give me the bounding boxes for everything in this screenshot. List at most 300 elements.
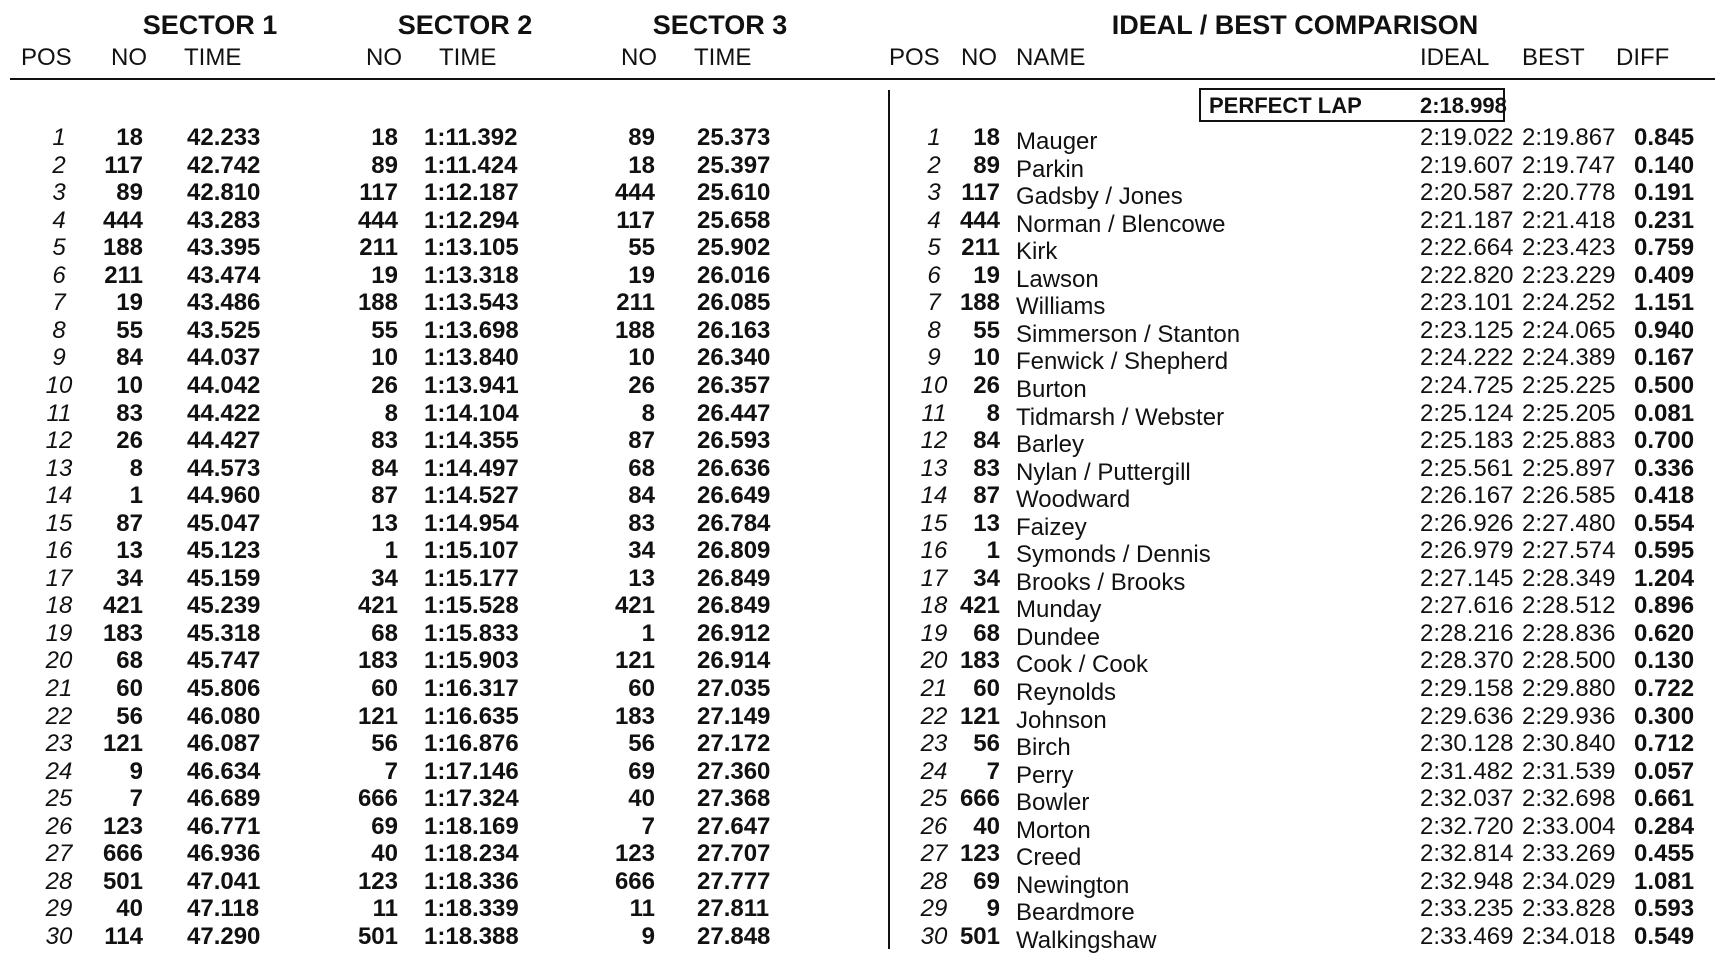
cmp-ideal-time: 2:29.636 bbox=[1420, 702, 1514, 730]
cmp-driver-name: Fenwick / Shepherd bbox=[1016, 348, 1229, 376]
cmp-best-time: 2:31.539 bbox=[1522, 757, 1616, 785]
s2-time: 1:18.336 bbox=[424, 867, 519, 895]
s1-time: 45.747 bbox=[187, 647, 261, 675]
cmp-ideal-time: 2:24.725 bbox=[1420, 371, 1514, 399]
cmp-car-number: 84 bbox=[973, 427, 1000, 455]
s2-time: 1:17.324 bbox=[424, 785, 519, 813]
cmp-car-number: 10 bbox=[973, 344, 1000, 372]
s2-time: 1:14.954 bbox=[424, 509, 519, 537]
s1-time: 44.037 bbox=[187, 344, 261, 372]
s3-car-number: 18 bbox=[628, 151, 655, 179]
cmp-diff: 0.167 bbox=[1634, 344, 1695, 372]
table-row bbox=[0, 895, 1717, 927]
cmp-car-number: 40 bbox=[973, 812, 1000, 840]
s1-pos: 8 bbox=[52, 316, 66, 344]
header-rule bbox=[10, 78, 1715, 80]
table-row bbox=[0, 619, 1717, 651]
cmp-diff: 0.661 bbox=[1634, 785, 1695, 813]
s1-pos: 23 bbox=[45, 730, 73, 758]
s3-car-number: 10 bbox=[628, 344, 655, 372]
cmp-diff: 1.204 bbox=[1634, 564, 1695, 592]
table-row bbox=[0, 592, 1717, 624]
s3-time-header: TIME bbox=[694, 44, 752, 71]
s1-car-number: 26 bbox=[116, 427, 143, 455]
cmp-best-time: 2:24.065 bbox=[1522, 316, 1616, 344]
cmp-diff: 0.595 bbox=[1634, 537, 1695, 565]
cmp-no-header: NO bbox=[961, 44, 997, 71]
table-row bbox=[0, 371, 1717, 403]
s1-pos-header: POS bbox=[21, 44, 72, 71]
cmp-diff: 0.284 bbox=[1634, 812, 1695, 840]
cmp-diff: 0.845 bbox=[1634, 124, 1695, 151]
cmp-diff: 0.549 bbox=[1634, 922, 1695, 950]
cmp-driver-name: Munday bbox=[1016, 596, 1102, 624]
table-row bbox=[0, 399, 1717, 431]
s1-car-number: 89 bbox=[116, 179, 143, 207]
cmp-best-header: BEST bbox=[1522, 44, 1585, 71]
cmp-driver-name: Reynolds bbox=[1016, 679, 1117, 706]
s1-car-number: 55 bbox=[116, 316, 143, 344]
s1-time: 46.080 bbox=[187, 702, 261, 730]
s1-time: 47.041 bbox=[187, 867, 261, 895]
s3-car-number: 117 bbox=[616, 206, 655, 234]
s3-car-number: 9 bbox=[641, 922, 655, 950]
s3-car-number: 211 bbox=[616, 289, 655, 317]
cmp-diff: 0.593 bbox=[1634, 895, 1695, 923]
cmp-driver-name: Cook / Cook bbox=[1016, 651, 1149, 679]
s1-pos: 13 bbox=[45, 454, 73, 482]
cmp-diff: 0.418 bbox=[1634, 482, 1695, 510]
cmp-car-number: 87 bbox=[973, 482, 1000, 510]
s1-car-number: 211 bbox=[104, 261, 143, 289]
cmp-pos: 27 bbox=[920, 840, 948, 868]
s1-time: 44.960 bbox=[187, 482, 261, 510]
cmp-pos: 18 bbox=[920, 592, 948, 620]
s1-time: 45.123 bbox=[187, 537, 261, 565]
perfect-lap-value: 2:18.998 bbox=[1420, 93, 1507, 118]
cmp-best-time: 2:25.897 bbox=[1522, 454, 1616, 482]
cmp-car-number: 666 bbox=[959, 785, 1000, 813]
s1-pos: 17 bbox=[45, 564, 73, 592]
s1-pos: 9 bbox=[52, 344, 66, 372]
cmp-ideal-time: 2:25.183 bbox=[1420, 427, 1514, 455]
s2-car-number: 69 bbox=[371, 812, 398, 840]
cmp-car-number: 117 bbox=[961, 179, 1000, 207]
table-row bbox=[0, 206, 1717, 238]
cmp-driver-name: Mauger bbox=[1016, 128, 1098, 155]
cmp-driver-name: Faizey bbox=[1016, 513, 1087, 541]
cmp-best-time: 2:24.389 bbox=[1522, 344, 1616, 372]
cmp-diff: 0.722 bbox=[1634, 675, 1695, 702]
cmp-ideal-time: 2:19.022 bbox=[1420, 124, 1514, 151]
cmp-best-time: 2:19.867 bbox=[1522, 124, 1616, 151]
s2-car-number: 83 bbox=[371, 427, 398, 455]
table-row bbox=[0, 261, 1717, 293]
cmp-driver-name: Parkin bbox=[1016, 155, 1085, 183]
cmp-driver-name: Dundee bbox=[1016, 623, 1101, 651]
s3-time: 27.035 bbox=[697, 675, 771, 702]
s1-pos: 18 bbox=[45, 592, 73, 620]
cmp-ideal-time: 2:33.469 bbox=[1420, 922, 1514, 950]
s3-no-header: NO bbox=[621, 44, 657, 71]
s2-time: 1:15.903 bbox=[424, 647, 519, 675]
table-row bbox=[0, 867, 1717, 899]
cmp-ideal-time: 2:23.125 bbox=[1420, 316, 1514, 344]
cmp-best-time: 2:25.883 bbox=[1522, 427, 1616, 455]
s2-time: 1:12.187 bbox=[424, 179, 519, 207]
s1-car-number: 87 bbox=[116, 509, 143, 537]
s2-time: 1:13.698 bbox=[424, 316, 519, 344]
cmp-driver-name: Symonds / Dennis bbox=[1016, 541, 1211, 569]
s1-pos: 20 bbox=[45, 647, 73, 675]
s2-time: 1:15.833 bbox=[424, 619, 519, 647]
s1-time: 46.634 bbox=[187, 757, 261, 785]
sector1-title: SECTOR 1 bbox=[142, 10, 278, 40]
s2-car-number: 183 bbox=[357, 647, 398, 675]
s3-car-number: 444 bbox=[614, 179, 655, 207]
cmp-driver-name: Morton bbox=[1016, 816, 1091, 844]
s1-pos: 2 bbox=[52, 151, 66, 179]
cmp-best-time: 2:30.840 bbox=[1522, 730, 1616, 758]
s3-time: 27.848 bbox=[697, 922, 771, 950]
cmp-ideal-time: 2:28.216 bbox=[1420, 619, 1514, 647]
s1-pos: 16 bbox=[45, 537, 73, 565]
s2-time: 1:13.543 bbox=[424, 289, 519, 317]
s1-pos: 21 bbox=[45, 675, 73, 702]
cmp-ideal-time: 2:27.145 bbox=[1420, 564, 1514, 592]
s2-car-number: 68 bbox=[371, 619, 398, 647]
cmp-car-number: 501 bbox=[959, 922, 1000, 950]
cmp-ideal-time: 2:25.124 bbox=[1420, 399, 1514, 427]
cmp-pos: 14 bbox=[920, 482, 948, 510]
s1-pos: 30 bbox=[45, 922, 73, 950]
s1-pos: 12 bbox=[45, 427, 73, 455]
s1-pos: 19 bbox=[45, 619, 73, 647]
cmp-driver-name: Gadsby / Jones bbox=[1016, 183, 1183, 211]
s1-time: 45.159 bbox=[187, 564, 261, 592]
s3-car-number: 188 bbox=[614, 316, 655, 344]
s1-time: 43.486 bbox=[187, 289, 261, 317]
cmp-driver-name: Lawson bbox=[1016, 265, 1099, 293]
s1-car-number: 56 bbox=[116, 702, 143, 730]
cmp-ideal-time: 2:26.926 bbox=[1420, 509, 1514, 537]
perfect-lap-box bbox=[1199, 88, 1505, 122]
cmp-car-number: 55 bbox=[973, 316, 1000, 344]
cmp-driver-name: Creed bbox=[1016, 844, 1082, 872]
s1-time: 46.689 bbox=[187, 785, 261, 813]
cmp-diff: 1.081 bbox=[1634, 867, 1695, 895]
cmp-pos: 15 bbox=[920, 509, 948, 537]
cmp-diff: 0.231 bbox=[1634, 206, 1695, 234]
cmp-ideal-time: 2:21.187 bbox=[1420, 206, 1514, 234]
s1-car-number: 501 bbox=[102, 867, 143, 895]
s1-car-number: 666 bbox=[102, 840, 143, 868]
table-row bbox=[0, 675, 1717, 706]
s1-car-number: 40 bbox=[116, 895, 143, 923]
s2-time: 1:16.317 bbox=[424, 675, 519, 702]
s1-time: 45.239 bbox=[187, 592, 261, 620]
s3-time: 26.649 bbox=[697, 482, 771, 510]
cmp-driver-name: Simmerson / Stanton bbox=[1016, 320, 1241, 348]
cmp-best-time: 2:28.512 bbox=[1522, 592, 1616, 620]
cmp-ideal-time: 2:25.561 bbox=[1420, 454, 1514, 482]
cmp-ideal-time: 2:19.607 bbox=[1420, 151, 1514, 179]
s2-time: 1:18.388 bbox=[424, 922, 519, 950]
s1-pos: 27 bbox=[45, 840, 73, 868]
s1-time: 45.806 bbox=[187, 675, 261, 702]
s2-car-number: 666 bbox=[357, 785, 398, 813]
s2-car-number: 1 bbox=[384, 537, 398, 565]
s1-pos: 14 bbox=[45, 482, 73, 510]
s1-car-number: 84 bbox=[116, 344, 143, 372]
cmp-driver-name: Perry bbox=[1016, 761, 1074, 789]
s2-time: 1:14.527 bbox=[424, 482, 519, 510]
cmp-best-time: 2:24.252 bbox=[1522, 289, 1616, 317]
cmp-pos: 29 bbox=[920, 895, 948, 923]
cmp-ideal-time: 2:22.664 bbox=[1420, 234, 1514, 262]
s1-time: 46.087 bbox=[187, 730, 261, 758]
s3-time: 25.658 bbox=[697, 206, 771, 234]
s2-car-number: 84 bbox=[371, 454, 398, 482]
cmp-driver-name: Walkingshaw bbox=[1016, 926, 1157, 954]
cmp-pos: 19 bbox=[920, 619, 948, 647]
s2-car-number: 34 bbox=[371, 564, 398, 592]
s1-pos: 29 bbox=[45, 895, 73, 923]
s3-car-number: 13 bbox=[628, 564, 655, 592]
s3-time: 27.707 bbox=[697, 840, 771, 868]
cmp-best-time: 2:29.880 bbox=[1522, 675, 1616, 702]
cmp-best-time: 2:25.225 bbox=[1522, 371, 1616, 399]
cmp-best-time: 2:27.480 bbox=[1522, 509, 1616, 537]
cmp-ideal-time: 2:23.101 bbox=[1420, 289, 1514, 317]
cmp-best-time: 2:34.018 bbox=[1522, 922, 1616, 950]
cmp-pos: 20 bbox=[920, 647, 948, 675]
cmp-car-number: 68 bbox=[973, 619, 1000, 647]
cmp-car-number: 60 bbox=[973, 675, 1000, 702]
s2-car-number: 421 bbox=[357, 592, 398, 620]
cmp-pos: 21 bbox=[920, 675, 948, 702]
s3-time: 27.368 bbox=[697, 785, 771, 813]
cmp-best-time: 2:28.500 bbox=[1522, 647, 1616, 675]
cmp-diff: 0.130 bbox=[1634, 647, 1695, 675]
s3-time: 25.397 bbox=[697, 151, 771, 179]
s3-car-number: 55 bbox=[628, 234, 655, 262]
cmp-diff: 0.140 bbox=[1634, 151, 1695, 179]
s3-time: 27.811 bbox=[697, 895, 770, 923]
cmp-ideal-time: 2:24.222 bbox=[1420, 344, 1514, 372]
s1-time: 42.742 bbox=[187, 151, 261, 179]
s1-car-number: 34 bbox=[116, 564, 143, 592]
s2-car-number: 10 bbox=[371, 344, 398, 372]
s3-time: 26.809 bbox=[697, 537, 771, 565]
s1-car-number: 444 bbox=[102, 206, 143, 234]
cmp-pos: 28 bbox=[920, 867, 948, 895]
s3-time: 26.593 bbox=[697, 427, 771, 455]
s1-car-number: 10 bbox=[116, 371, 143, 399]
table-row bbox=[0, 179, 1717, 211]
s3-time: 26.914 bbox=[697, 647, 771, 675]
s1-pos: 10 bbox=[45, 371, 73, 399]
cmp-car-number: 421 bbox=[959, 592, 1000, 620]
s1-car-number: 83 bbox=[116, 399, 143, 427]
s2-time: 1:15.107 bbox=[424, 537, 519, 565]
s3-time: 26.016 bbox=[697, 261, 771, 289]
table-row bbox=[0, 289, 1717, 321]
cmp-car-number: 9 bbox=[986, 895, 1000, 923]
cmp-pos: 12 bbox=[920, 427, 948, 455]
s2-time: 1:16.876 bbox=[424, 730, 519, 758]
s2-time: 1:17.146 bbox=[424, 757, 519, 785]
s3-car-number: 121 bbox=[614, 647, 655, 675]
s3-time: 27.360 bbox=[697, 757, 771, 785]
cmp-ideal-time: 2:26.167 bbox=[1420, 482, 1514, 510]
s2-time: 1:12.294 bbox=[424, 206, 519, 234]
cmp-car-number: 26 bbox=[973, 371, 1000, 399]
s3-time: 27.777 bbox=[697, 867, 771, 895]
cmp-ideal-time: 2:32.720 bbox=[1420, 812, 1514, 840]
cmp-diff: 0.300 bbox=[1634, 702, 1695, 730]
cmp-pos-header: POS bbox=[889, 44, 940, 71]
s1-time: 43.395 bbox=[187, 234, 261, 262]
s2-car-number: 26 bbox=[371, 371, 398, 399]
s2-time: 1:14.355 bbox=[424, 427, 519, 455]
cmp-pos: 23 bbox=[920, 730, 948, 758]
s3-car-number: 68 bbox=[628, 454, 655, 482]
table-row bbox=[0, 757, 1717, 789]
s1-car-number: 19 bbox=[116, 289, 143, 317]
s3-time: 27.172 bbox=[697, 730, 771, 758]
s1-car-number: 60 bbox=[116, 675, 143, 702]
table-row bbox=[0, 316, 1717, 348]
s2-car-number: 87 bbox=[371, 482, 398, 510]
s3-car-number: 34 bbox=[628, 537, 655, 565]
cmp-pos: 7 bbox=[927, 289, 941, 317]
s3-car-number: 83 bbox=[628, 509, 655, 537]
table-row bbox=[0, 812, 1717, 844]
s1-pos: 6 bbox=[52, 261, 66, 289]
cmp-pos: 13 bbox=[920, 454, 948, 482]
cmp-driver-name: Johnson bbox=[1016, 706, 1107, 734]
cmp-best-time: 2:23.423 bbox=[1522, 234, 1616, 262]
s1-car-number: 421 bbox=[102, 592, 143, 620]
s3-car-number: 69 bbox=[628, 757, 655, 785]
table-row bbox=[0, 564, 1717, 596]
sector3-title: SECTOR 3 bbox=[652, 10, 788, 40]
cmp-best-time: 2:34.029 bbox=[1522, 867, 1616, 895]
comparison-title: IDEAL / BEST COMPARISON bbox=[1111, 10, 1479, 40]
cmp-driver-name: Tidmarsh / Webster bbox=[1016, 403, 1225, 431]
s2-time: 1:14.497 bbox=[424, 454, 519, 482]
s3-car-number: 7 bbox=[641, 812, 655, 840]
cmp-car-number: 8 bbox=[986, 399, 1000, 427]
s1-car-number: 18 bbox=[116, 124, 143, 151]
cmp-ideal-time: 2:30.128 bbox=[1420, 730, 1514, 758]
s2-time: 1:13.318 bbox=[424, 261, 519, 289]
table-row bbox=[0, 124, 1717, 155]
s3-time: 26.085 bbox=[697, 289, 771, 317]
cmp-driver-name: Norman / Blencowe bbox=[1016, 210, 1226, 238]
s1-car-number: 1 bbox=[129, 482, 143, 510]
s1-car-number: 68 bbox=[116, 647, 143, 675]
cmp-diff: 0.940 bbox=[1634, 316, 1695, 344]
s3-time: 26.636 bbox=[697, 454, 771, 482]
s2-time: 1:13.941 bbox=[424, 371, 519, 399]
s2-car-number: 40 bbox=[371, 840, 398, 868]
cmp-pos: 9 bbox=[927, 344, 941, 372]
s1-pos: 5 bbox=[52, 234, 66, 262]
s2-car-number: 89 bbox=[371, 151, 398, 179]
s1-car-number: 183 bbox=[102, 619, 143, 647]
cmp-pos: 2 bbox=[927, 151, 941, 179]
cmp-diff: 0.554 bbox=[1634, 509, 1695, 537]
table-row bbox=[0, 509, 1717, 541]
s2-car-number: 55 bbox=[371, 316, 398, 344]
s2-time: 1:18.169 bbox=[424, 812, 519, 840]
cmp-car-number: 83 bbox=[973, 454, 1000, 482]
s3-car-number: 19 bbox=[628, 261, 655, 289]
cmp-ideal-time: 2:29.158 bbox=[1420, 675, 1514, 702]
cmp-driver-name: Williams bbox=[1016, 293, 1106, 321]
s1-car-number: 7 bbox=[129, 785, 143, 813]
s2-car-number: 13 bbox=[371, 509, 398, 537]
table-row bbox=[0, 234, 1717, 266]
cmp-pos: 17 bbox=[920, 564, 948, 592]
cmp-diff-header: DIFF bbox=[1616, 44, 1670, 71]
s1-pos: 22 bbox=[45, 702, 73, 730]
cmp-car-number: 7 bbox=[986, 757, 1000, 785]
s1-time: 45.047 bbox=[187, 509, 261, 537]
s2-car-number: 11 bbox=[372, 895, 398, 923]
table-row bbox=[0, 785, 1717, 817]
s2-car-number: 123 bbox=[357, 867, 398, 895]
s1-time: 44.042 bbox=[187, 371, 261, 399]
table-row bbox=[0, 427, 1717, 459]
s1-time: 43.283 bbox=[187, 206, 261, 234]
cmp-ideal-time: 2:28.370 bbox=[1420, 647, 1514, 675]
s1-pos: 11 bbox=[46, 399, 72, 427]
s1-pos: 25 bbox=[45, 785, 73, 813]
cmp-pos: 30 bbox=[920, 922, 948, 950]
cmp-pos: 3 bbox=[927, 179, 941, 207]
s3-time: 26.357 bbox=[697, 371, 771, 399]
cmp-ideal-header: IDEAL bbox=[1420, 44, 1490, 71]
cmp-ideal-time: 2:22.820 bbox=[1420, 261, 1514, 289]
cmp-pos: 24 bbox=[920, 757, 948, 785]
s1-time: 44.422 bbox=[187, 399, 261, 427]
s3-time: 25.610 bbox=[697, 179, 771, 207]
cmp-driver-name: Beardmore bbox=[1016, 899, 1135, 927]
s3-car-number: 26 bbox=[628, 371, 655, 399]
cmp-diff: 0.081 bbox=[1634, 399, 1695, 427]
s1-time: 46.771 bbox=[187, 812, 261, 840]
s2-time: 1:15.528 bbox=[424, 592, 519, 620]
table-row bbox=[0, 344, 1717, 376]
cmp-best-time: 2:33.004 bbox=[1522, 812, 1616, 840]
s2-car-number: 19 bbox=[371, 261, 398, 289]
cmp-driver-name: Nylan / Puttergill bbox=[1016, 458, 1191, 486]
s1-car-number: 13 bbox=[116, 537, 143, 565]
cmp-diff: 0.191 bbox=[1634, 179, 1695, 207]
table-row bbox=[0, 537, 1717, 569]
s2-time: 1:18.234 bbox=[424, 840, 519, 868]
s3-car-number: 60 bbox=[628, 675, 655, 702]
cmp-diff: 0.336 bbox=[1634, 454, 1695, 482]
s2-time: 1:11.424 bbox=[424, 151, 518, 179]
s3-time: 27.149 bbox=[697, 702, 771, 730]
s3-car-number: 11 bbox=[629, 895, 655, 923]
cmp-car-number: 18 bbox=[973, 124, 1000, 151]
cmp-car-number: 56 bbox=[973, 730, 1000, 758]
